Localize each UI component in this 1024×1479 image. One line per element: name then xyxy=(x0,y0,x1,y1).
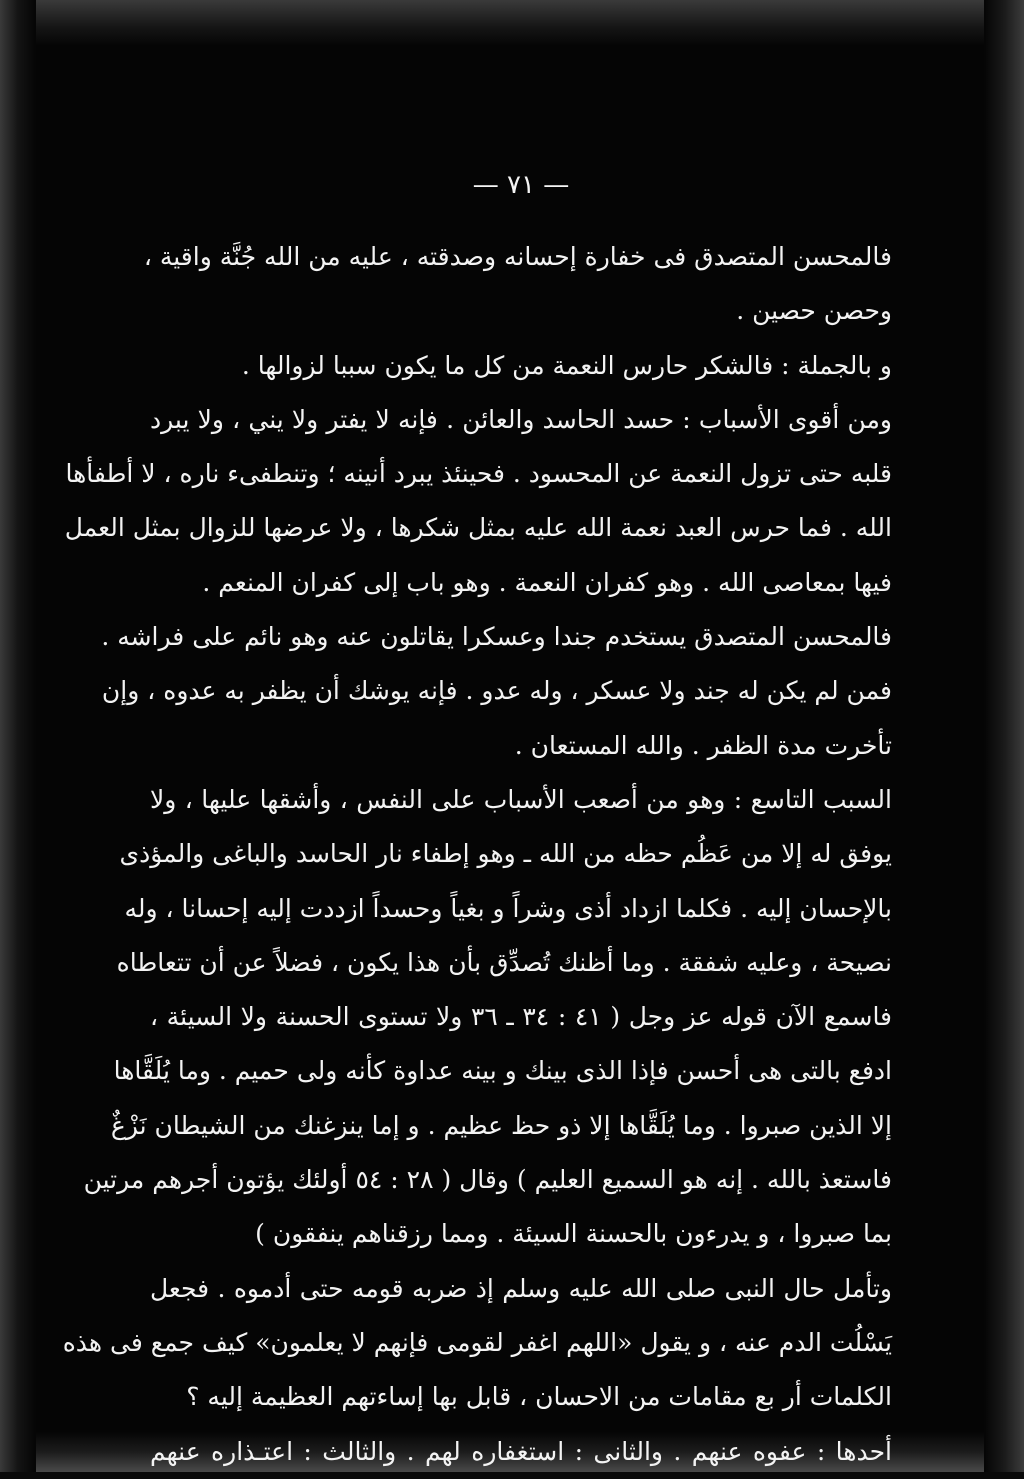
text-line: أحدها : عفوه عنهم . والثانى : استغفاره لهم . والثالث : اعتـذاره عنهم xyxy=(150,1436,892,1466)
text-line: فمن لم يكن له جند ولا عسكر ، وله عدو . فإنه يوشك أن يظفر به عدوه ، وإن xyxy=(101,676,892,706)
text-line: فالمحسن المتصدق فى خفارة إحسانه وصدقته ، عليه من الله جُنَّة واقية ، xyxy=(143,242,892,271)
text-line: بالإحسان إليه . فكلما ازداد أذى وشراً و بغياً وحسداً ازددت إليه إحسانا ، وله xyxy=(124,893,892,923)
text-line: قلبه حتى تزول النعمة عن المحسود . فحينئذ يبرد أنينه ؛ وتنطفىء ناره ، لا أطفأها xyxy=(65,459,892,489)
text-line: يَسْلُت الدم عنه ، و يقول «اللهم اغفر لقومى فإنهم لا يعلمون» كيف جمع فى هذه xyxy=(62,1327,892,1357)
scan-edge-top xyxy=(0,0,1024,46)
text-line: و بالجملة : فالشكر حارس النعمة من كل ما يكون سببا لزوالها . xyxy=(241,350,892,380)
text-line: وحصن حصين . xyxy=(736,296,892,326)
text-line: الكلمات أر بع مقامات من الاحسان ، قابل بها إساءتهم العظيمة إليه ؟ xyxy=(186,1382,892,1412)
text-line: بما صبروا ، و يدرءون بالحسنة السيئة . ومما رزقناهم ينفقون ) xyxy=(255,1219,892,1249)
text-line: الله . فما حرس العبد نعمة الله عليه بمثل شكرها ، ولا عرضها للزوال بمثل العمل xyxy=(64,513,892,543)
scan-edge-left xyxy=(0,0,36,1472)
text-line: وتأمل حال النبى صلى الله عليه وسلم إذ ضربه قومه حتى أدموه . فجعل xyxy=(150,1273,892,1303)
scan-edge-right xyxy=(984,0,1024,1472)
text-line: فاستعذ بالله . إنه هو السميع العليم ) وقال ( ٢٨ : ٥٤ أولئك يؤتون أجرهم مرتين xyxy=(83,1165,892,1195)
text-line: ومن أقوى الأسباب : حسد الحاسد والعائن . فإنه لا يفتر ولا يني ، ولا يبرد xyxy=(150,404,892,434)
text-line: نصيحة ، وعليه شفقة . وما أظنك تُصدِّق بأن هذا يكون ، فضلاً عن أن تتعاطاه xyxy=(116,947,892,977)
text-line: فاسمع الآن قوله عز وجل ( ٤١ : ٣٤ ـ ٣٦ ولا تستوى الحسنة ولا السيئة ، xyxy=(150,1002,893,1032)
text-line: ادفع بالتى هى أحسن فإذا الذى بينك و بينه عداوة كأنه ولى حميم . وما يُلَقَّاها xyxy=(113,1056,892,1086)
text-line: فيها بمعاصى الله . وهو كفران النعمة . وهو باب إلى كفران المنعم . xyxy=(202,567,892,597)
book-page xyxy=(62,150,893,1466)
text-line: السبب التاسع : وهو من أصعب الأسباب على النفس ، وأشقها عليها ، ولا xyxy=(150,784,892,814)
page-number: — ٧١ — xyxy=(472,170,570,200)
page-body xyxy=(62,230,893,1479)
text-line: تأخرت مدة الظفر . والله المستعان . xyxy=(514,730,892,760)
text-line: إلا الذين صبروا . وما يُلَقَّاها إلا ذو حظ عظيم . و إما ينزغنك من الشيطان نَزْغٌ xyxy=(110,1110,892,1140)
text-line: يوفق له إلا من عَظُم حظه من الله ـ وهو إطفاء نار الحاسد والباغى والمؤذى xyxy=(119,839,892,869)
text-line: فالمحسن المتصدق يستخدم جندا وعسكرا يقاتلون عنه وهو نائم على فراشه . xyxy=(101,622,892,652)
